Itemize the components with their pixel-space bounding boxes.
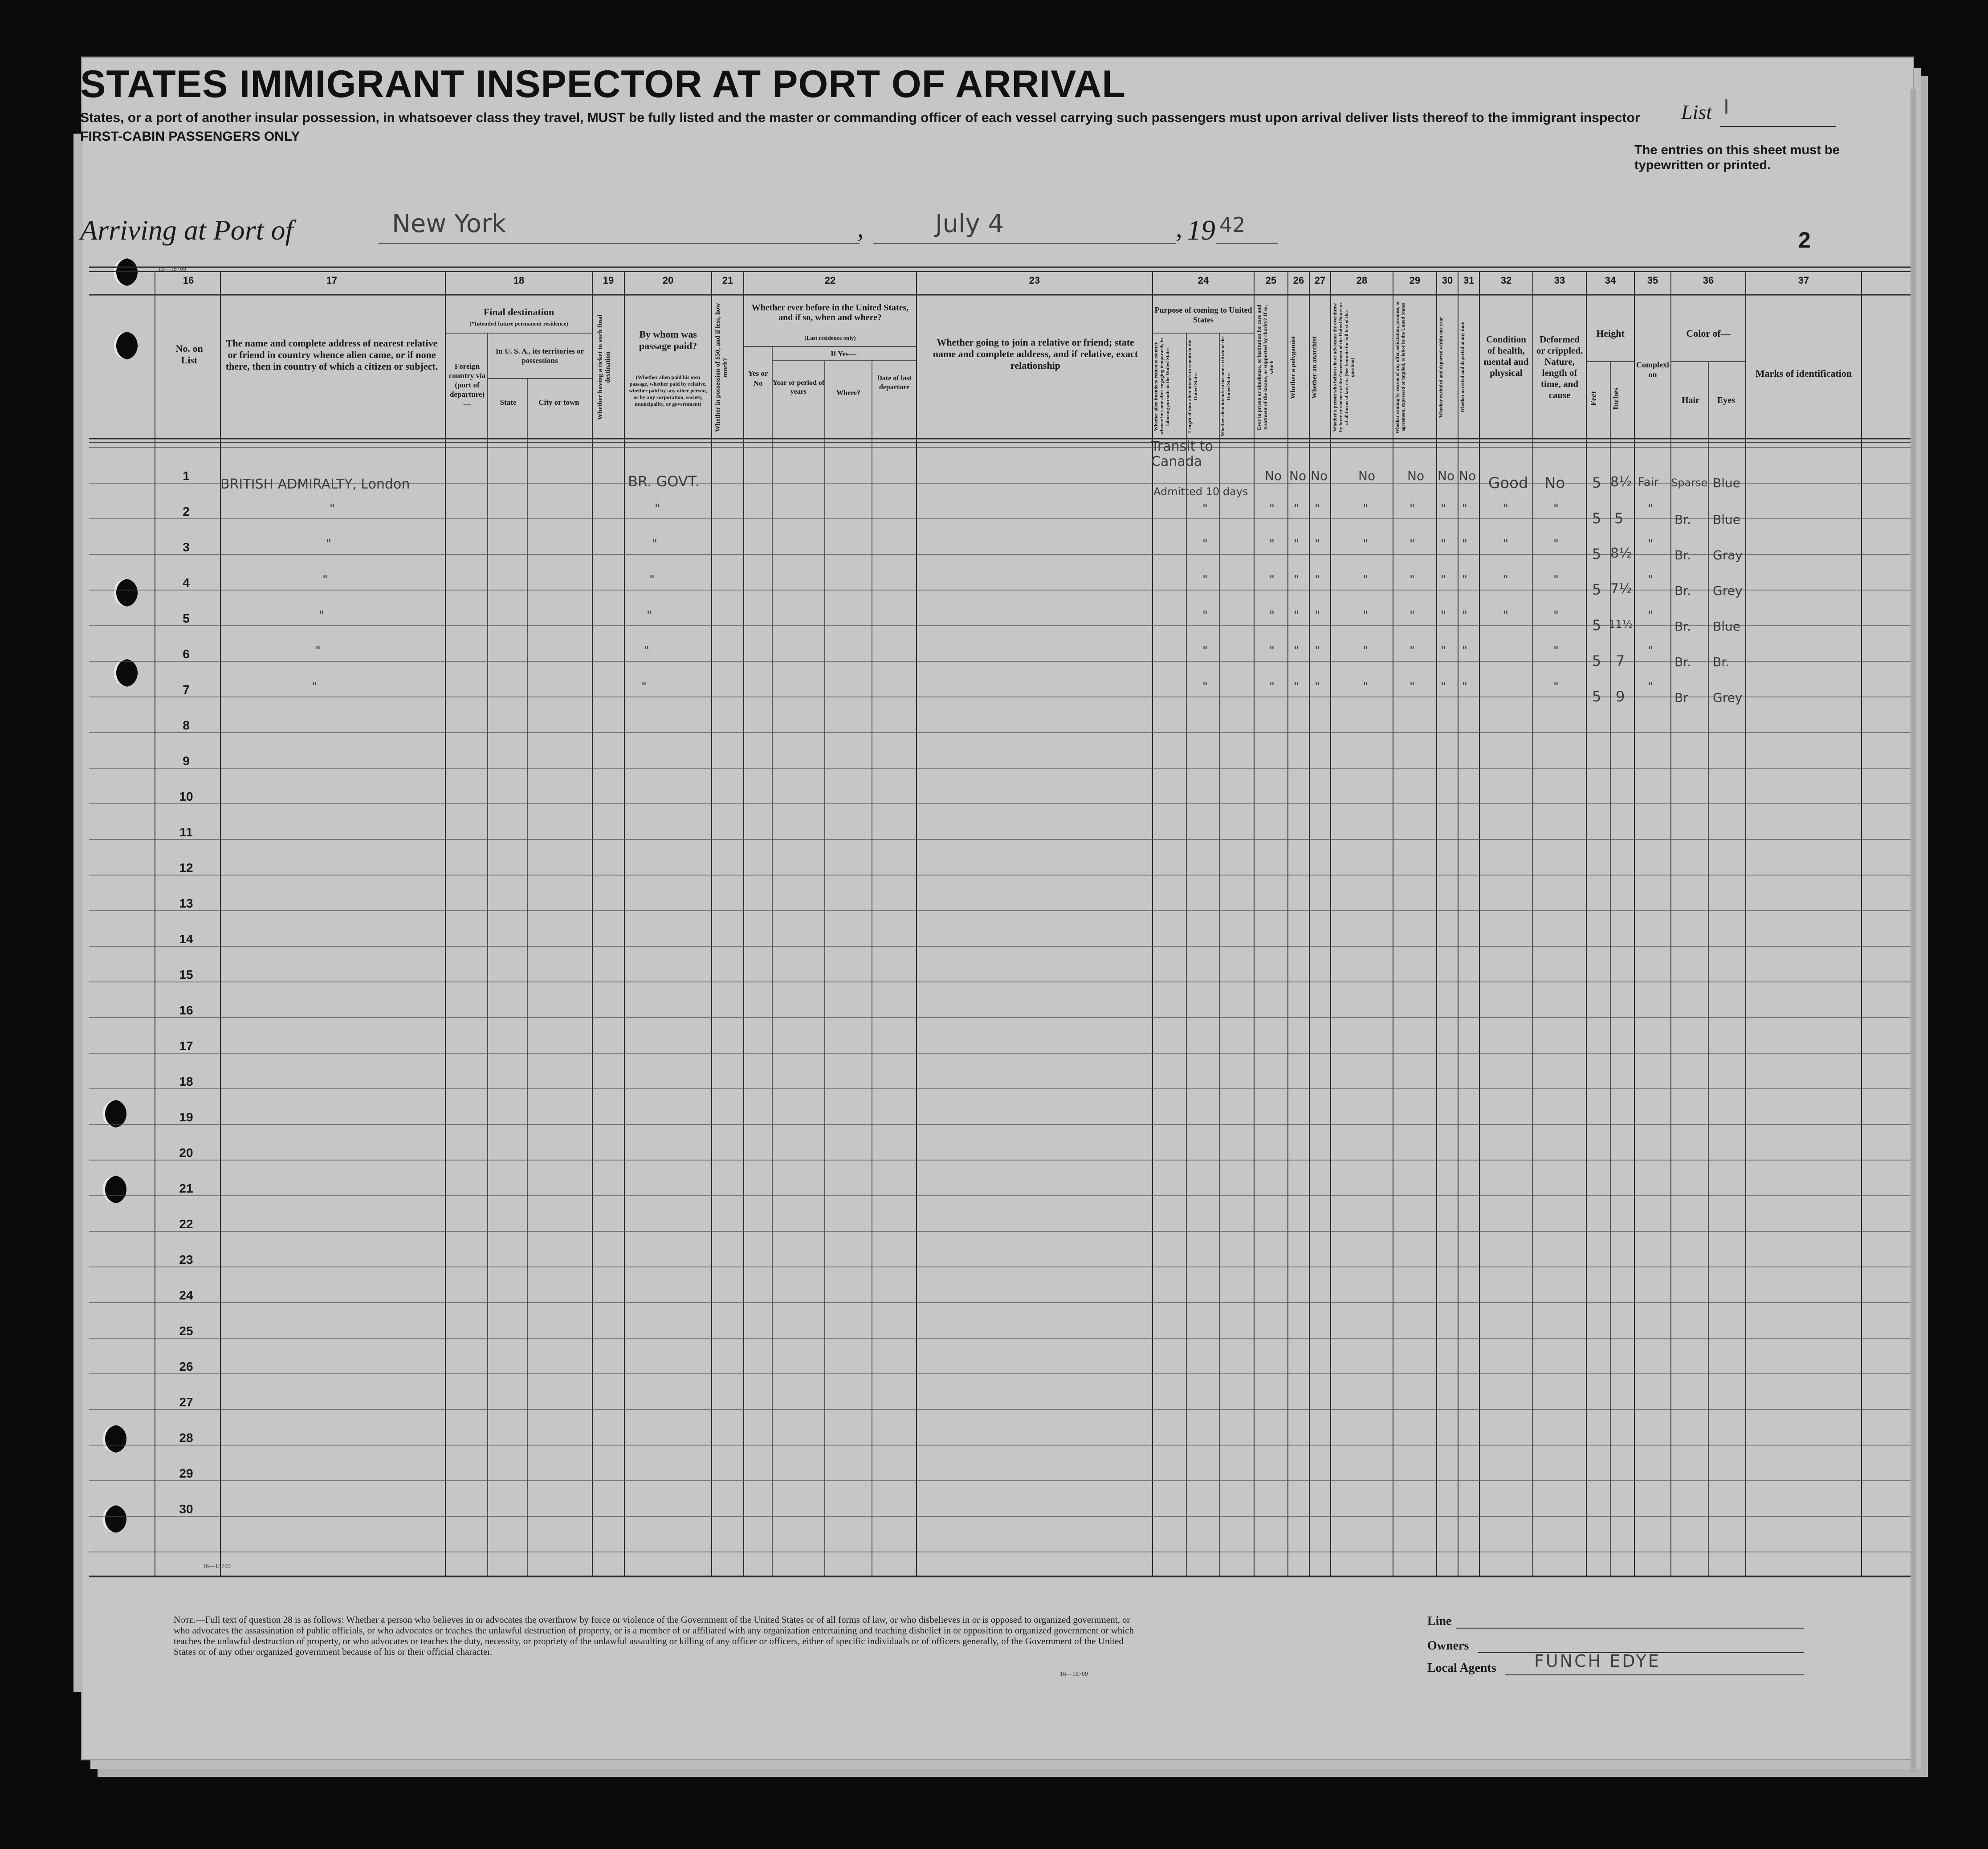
- form-subtitle: States, or a port of another insular possession, in whatsoever class they travel, MUST be fully listed and the master or commanding officer of each vessel carrying such passengers must upon arrival deliver lists thereof to the immigrant inspector: [80, 110, 1640, 125]
- list-value: I: [1723, 96, 1729, 118]
- row-2-inches: 5: [1614, 510, 1624, 527]
- row-2-hair: Br.: [1674, 512, 1691, 527]
- row-number: 5: [183, 611, 190, 625]
- col-24-length: Length of time alien intends to remain in the United States: [1187, 340, 1198, 433]
- row-number: 6: [183, 647, 190, 661]
- row-1-health: Good: [1488, 474, 1528, 492]
- row-number: 30: [179, 1502, 193, 1516]
- col-28-label: Whether a person who believes in or advocates the overthrow by force or violence of the Government of the United States or of all forms of law, etc. (See footnote for full text of this question): [1332, 302, 1355, 432]
- row-6-inches: 7: [1616, 652, 1625, 669]
- ditto-mark: ": [1441, 680, 1446, 693]
- col-22-sub: (Last residence only): [804, 334, 856, 341]
- col-num-17: 17: [326, 275, 338, 286]
- entries-note: The entries on this sheet must be typewritten or printed.: [1634, 143, 1840, 172]
- row-number: 27: [179, 1395, 193, 1409]
- col-num-22: 22: [824, 275, 836, 286]
- col-23-label: Whether going to join a relative or friend; state name and complete address, and if relative, exact relationship: [933, 337, 1138, 371]
- row-5-inches: 11½: [1609, 618, 1633, 631]
- col-22-date: Date of last departure: [877, 375, 912, 391]
- ditto-mark: ": [1294, 609, 1299, 622]
- row-1-c28: No: [1358, 468, 1376, 483]
- row-number: 24: [179, 1288, 193, 1302]
- ditto-mark: ": [1315, 502, 1320, 515]
- ditto-mark: ": [1553, 680, 1559, 693]
- row-number: 23: [179, 1253, 193, 1267]
- row-6-feet: 5: [1592, 652, 1601, 669]
- row-6-eyes: Br.: [1713, 655, 1730, 669]
- ditto-mark: ": [644, 644, 649, 658]
- col-17-label: The name and complete address of nearest relative or friend in country whence alien came, or if none there, then in country of which a citizen or subject.: [225, 338, 438, 372]
- ditto-mark: ": [1462, 502, 1467, 515]
- comma: ,: [1176, 213, 1182, 243]
- ditto-mark: ": [1503, 573, 1508, 586]
- row-1-purpose-transit: Transit to Canada: [1151, 439, 1214, 469]
- row-7-eyes: Grey: [1713, 690, 1743, 705]
- ditto-mark: ": [1202, 502, 1208, 515]
- row-number: 11: [179, 825, 193, 839]
- col-31-label: Whether arrested and deported at any time: [1460, 322, 1465, 413]
- col-num-19: 19: [603, 275, 614, 286]
- form-title: STATES IMMIGRANT INSPECTOR AT PORT OF ARRIVAL: [80, 63, 1126, 106]
- col-34-feet: Feet: [1589, 391, 1598, 406]
- row-number: 25: [179, 1324, 193, 1338]
- col-22-yes-no: Yes or No: [748, 369, 768, 387]
- col-22-period: Year or period of years: [772, 379, 825, 395]
- row-number: 20: [179, 1146, 193, 1160]
- ditto-mark: ": [1410, 680, 1415, 693]
- row-number: 12: [179, 861, 193, 875]
- row-number: 3: [183, 540, 190, 554]
- row-number: 8: [183, 718, 190, 732]
- ditto-mark: ": [1648, 644, 1653, 658]
- col-24-return: Whether alien intends to return to country whence he came after engaging temporarily in laboring pursuits in the United States: [1153, 338, 1170, 435]
- ditto-mark: ": [1553, 609, 1559, 622]
- row-number: 17: [179, 1039, 193, 1053]
- row-1-feet: 5: [1592, 474, 1601, 491]
- row-1-c31: No: [1459, 468, 1476, 483]
- agents-underline: [1505, 1674, 1804, 1675]
- col-num-18: 18: [513, 275, 525, 286]
- col-35-label: Complexion: [1636, 360, 1669, 379]
- ditto-mark: ": [1294, 680, 1299, 693]
- row-number: 22: [179, 1217, 193, 1231]
- ditto-mark: ": [1410, 644, 1415, 658]
- ditto-mark: ": [1294, 573, 1299, 586]
- ditto-mark: ": [1202, 573, 1208, 586]
- ditto-mark: ": [647, 609, 652, 622]
- ditto-mark: ": [330, 502, 335, 515]
- row-1-address: BRITISH ADMIRALTY, London: [220, 477, 410, 492]
- ditto-mark: ": [1269, 502, 1275, 515]
- col-26-label: Whether a polygamist: [1290, 336, 1297, 399]
- date-value: July 4: [935, 209, 1004, 238]
- owners-label: Owners: [1427, 1639, 1469, 1653]
- ditto-mark: ": [312, 680, 317, 693]
- col-20-label: By whom was passage paid?: [639, 329, 697, 351]
- agents-label: Local Agents: [1427, 1661, 1496, 1675]
- col-36-eyes: Eyes: [1717, 395, 1735, 405]
- row-7-hair: Br: [1674, 690, 1688, 705]
- row-2-eyes: Blue: [1713, 512, 1740, 527]
- row-number: 2: [183, 505, 190, 518]
- col-18-sub: (*Intended future permanent residence): [469, 320, 568, 327]
- row-number: 29: [179, 1466, 193, 1480]
- ditto-mark: ": [1441, 644, 1446, 658]
- col-18-city: City or town: [538, 398, 579, 407]
- ditto-mark: ": [1441, 573, 1446, 586]
- col-num-30: 30: [1442, 275, 1453, 286]
- col-33-label: Deformed or crippled. Nature, length of time, and cause: [1536, 334, 1583, 400]
- row-7-inches: 9: [1616, 688, 1625, 705]
- ditto-mark: ": [1503, 502, 1508, 515]
- ditto-mark: ": [1363, 680, 1368, 693]
- row-number: 16: [179, 1003, 193, 1017]
- row-number: 9: [183, 754, 190, 768]
- col-num-36: 36: [1703, 275, 1714, 286]
- row-5-eyes: Blue: [1713, 619, 1740, 634]
- ditto-mark: ": [1441, 609, 1446, 622]
- col-36-hair: Hair: [1682, 395, 1699, 405]
- comma: ,: [857, 213, 864, 243]
- port-value: New York: [392, 209, 506, 238]
- col-18-usa: In U. S. A., its territories or possessions: [495, 347, 584, 365]
- col-num-32: 32: [1500, 275, 1512, 286]
- col-19-label: Whether having a ticket to such final destination: [597, 314, 611, 420]
- col-num-28: 28: [1356, 275, 1368, 286]
- row-number: 14: [179, 932, 193, 946]
- ditto-mark: ": [1363, 644, 1368, 658]
- ditto-mark: ": [1462, 609, 1467, 622]
- ditto-mark: ": [649, 573, 655, 586]
- row-6-hair: Br.: [1674, 655, 1691, 669]
- row-1-c29: No: [1407, 468, 1425, 483]
- ditto-mark: ": [1553, 573, 1559, 586]
- ditto-mark: ": [1363, 502, 1368, 515]
- col-18-foreign: Foreign country via (port of departure)—: [448, 362, 486, 408]
- ditto-mark: ": [1462, 573, 1467, 586]
- ditto-mark: ": [1462, 538, 1467, 551]
- row-3-feet: 5: [1592, 546, 1601, 562]
- footnote: [174, 1614, 1136, 1657]
- col-22-label: Whether ever before in the United States, and if so, when and where?: [751, 303, 909, 322]
- ditto-mark: ": [1294, 644, 1299, 658]
- row-number: 26: [179, 1360, 193, 1373]
- line-underline: [1456, 1628, 1804, 1629]
- year-prefix: 19: [1187, 214, 1215, 246]
- ditto-mark: ": [1269, 609, 1275, 622]
- row-5-hair: Br.: [1674, 619, 1691, 634]
- ditto-mark: ": [1269, 680, 1275, 693]
- year-suffix: 42: [1219, 213, 1246, 237]
- list-label: List: [1681, 101, 1712, 123]
- row-number: 13: [179, 896, 193, 910]
- ditto-mark: ": [315, 644, 321, 658]
- row-number: 1: [183, 469, 190, 483]
- ditto-mark: ": [1648, 502, 1653, 515]
- ditto-mark: ": [1202, 644, 1208, 658]
- col-num-37: 37: [1798, 275, 1809, 286]
- col-num-24: 24: [1198, 275, 1209, 286]
- line-label: Line: [1427, 1614, 1452, 1628]
- ditto-mark: ": [1363, 609, 1368, 622]
- ditto-mark: ": [319, 609, 324, 622]
- ditto-mark: ": [1648, 609, 1653, 622]
- ditto-mark: ": [1648, 573, 1653, 586]
- ditto-mark: ": [1441, 502, 1446, 515]
- row-1-deformed: No: [1544, 474, 1565, 492]
- ditto-mark: ": [1315, 609, 1320, 622]
- ditto-mark: ": [652, 538, 657, 551]
- form-number-grid: 16—18709: [203, 1563, 231, 1570]
- ditto-mark: ": [1503, 609, 1508, 622]
- row-3-hair: Br.: [1674, 548, 1691, 562]
- col-37-label: Marks of identification: [1755, 368, 1852, 379]
- ditto-mark: ": [1363, 573, 1368, 586]
- row-7-feet: 5: [1592, 688, 1601, 705]
- row-number: 7: [183, 683, 190, 696]
- row-5-feet: 5: [1592, 617, 1601, 634]
- col-22-if-yes: If Yes—: [831, 350, 856, 358]
- col-21-label: Whether in possession of $50, and if less, how much?: [714, 303, 729, 432]
- col-29-label: Whether coming by reason of any offer, solicitation, promise, or agreement, expressed or implied, to labor in the United States: [1395, 301, 1406, 434]
- row-1-eyes: Blue: [1713, 476, 1740, 490]
- row-4-feet: 5: [1592, 581, 1601, 598]
- ditto-mark: ": [1553, 644, 1559, 658]
- arriving-label: Arriving at Port of: [80, 214, 293, 246]
- row-1-paid-by: BR. GOVT.: [628, 473, 700, 490]
- row-1-purpose-admitted: Admitted 10 days: [1153, 485, 1248, 498]
- ditto-mark: ": [1462, 644, 1467, 658]
- ditto-mark: ": [326, 538, 331, 551]
- ditto-mark: ": [1315, 644, 1320, 658]
- ditto-mark: ": [1410, 538, 1415, 551]
- row-number: 15: [179, 968, 193, 982]
- col-num-27: 27: [1314, 275, 1326, 286]
- col-34-label: Height: [1596, 328, 1625, 339]
- row-1-complexion: Fair: [1638, 476, 1659, 489]
- row-3-eyes: Gray: [1713, 548, 1743, 562]
- col-18-label: Final destination: [483, 306, 554, 318]
- row-1-inches: 8½: [1610, 474, 1632, 490]
- ditto-mark: ": [322, 573, 328, 586]
- form-number-note: 16—18709: [1060, 1671, 1088, 1678]
- row-1-c30: No: [1438, 468, 1455, 483]
- ditto-mark: ": [1315, 573, 1320, 586]
- footnote-prefix: Note.: [174, 1614, 196, 1625]
- ditto-mark: ": [1410, 573, 1415, 586]
- col-36-label: Color of—: [1686, 328, 1731, 339]
- col-num-26: 26: [1293, 275, 1304, 286]
- row-number: 4: [183, 576, 190, 590]
- col-num-23: 23: [1029, 275, 1040, 286]
- ditto-mark: ": [1294, 502, 1299, 515]
- row-3-inches: 8½: [1610, 546, 1632, 561]
- passenger-class: FIRST-CABIN PASSENGERS ONLY: [80, 129, 300, 144]
- col-34-inches: Inches: [1611, 387, 1620, 410]
- ditto-mark: ": [1648, 538, 1653, 551]
- ditto-mark: ": [1269, 538, 1275, 551]
- row-1-hair: Sparse: [1671, 477, 1708, 489]
- row-4-hair: Br.: [1674, 583, 1691, 598]
- ditto-mark: ": [1294, 538, 1299, 551]
- ditto-mark: ": [1462, 680, 1467, 693]
- col-20-sub: (Whether alien paid his own passage, whether paid by relative, whether paid by any other person, or by any corporation, society, municipality, or government): [629, 374, 707, 407]
- col-num-29: 29: [1409, 275, 1421, 286]
- col-30-label: Whether excluded and deported within one year: [1438, 317, 1444, 418]
- col-24-citizen: Whether alien intends to become a citizen of the United States: [1220, 336, 1231, 437]
- row-2-feet: 5: [1592, 510, 1601, 527]
- col-32-label: Condition of health, mental and physical: [1483, 334, 1529, 378]
- row-number: 10: [179, 790, 193, 803]
- col-num-31: 31: [1463, 275, 1475, 286]
- ditto-mark: ": [1202, 680, 1208, 693]
- col-num-25: 25: [1265, 275, 1277, 286]
- ditto-mark: ": [1315, 538, 1320, 551]
- col-18-state: State: [500, 398, 517, 407]
- col-num-34: 34: [1605, 275, 1616, 286]
- ditto-mark: ": [1363, 538, 1368, 551]
- row-4-inches: 7½: [1610, 581, 1632, 597]
- col-num-33: 33: [1554, 275, 1565, 286]
- col-num-16: 16: [183, 275, 194, 286]
- form-number-top: 16—18709: [158, 266, 186, 273]
- col-16-label: No. on List: [175, 343, 203, 366]
- col-27-label: Whether an anarchist: [1311, 336, 1318, 399]
- row-number: 21: [179, 1181, 193, 1195]
- ditto-mark: ": [1269, 644, 1275, 658]
- ditto-mark: ": [655, 502, 660, 515]
- ditto-mark: ": [1648, 680, 1653, 693]
- ditto-mark: ": [1202, 538, 1208, 551]
- col-num-21: 21: [722, 275, 733, 286]
- ditto-mark: ": [1410, 502, 1415, 515]
- col-num-35: 35: [1647, 275, 1658, 286]
- footnote-text: —Full text of question 28 is as follows: Whether a person who believes in or advocates the overthrow by force or violence of the Government of the United States or of all forms of law, or who disbelieves in or is opposed to organized government, or who advocates the assassination of public officials, or who advocates or teaches the unlawful destruction of property, or is a member of or affiliated with any organization entertaining and teaching disbelief in or opposition to organized government or which teaches the unlawful destruction of property, or who advocates or teaches the duty, necessity, or propriety of the unlawful assaulting or killing of any officer or officers, either of specific individuals or of officers generally, of the Government of the United States or of any other organized government because of his or their official character.: [174, 1614, 1134, 1657]
- ditto-mark: ": [1315, 680, 1320, 693]
- col-25-label: Ever in prison or almshouse, or institution for care and treatment of the insane, or supported by charity? If so, which: [1256, 305, 1275, 430]
- row-1-c26: No: [1289, 468, 1307, 483]
- ditto-mark: ": [1441, 538, 1446, 551]
- ditto-mark: ": [1503, 538, 1508, 551]
- col-num-20: 20: [662, 275, 674, 286]
- row-number: 28: [179, 1431, 193, 1445]
- row-number: 19: [179, 1110, 193, 1124]
- row-number: 18: [179, 1075, 193, 1088]
- ditto-mark: ": [641, 680, 647, 693]
- ditto-mark: ": [1410, 609, 1415, 622]
- agents-value: FUNCH EDYE: [1534, 1651, 1661, 1671]
- row-4-eyes: Grey: [1713, 583, 1743, 598]
- ditto-mark: ": [1202, 609, 1208, 622]
- sheet-number: 2: [1798, 228, 1811, 253]
- ditto-mark: ": [1553, 538, 1559, 551]
- ditto-mark: ": [1553, 502, 1559, 515]
- ditto-mark: ": [1269, 573, 1275, 586]
- row-1-c27: No: [1311, 468, 1328, 483]
- col-22-where: Where?: [836, 389, 860, 397]
- col-24-label: Purpose of coming to United States: [1154, 305, 1252, 324]
- row-1-c25: No: [1265, 468, 1282, 483]
